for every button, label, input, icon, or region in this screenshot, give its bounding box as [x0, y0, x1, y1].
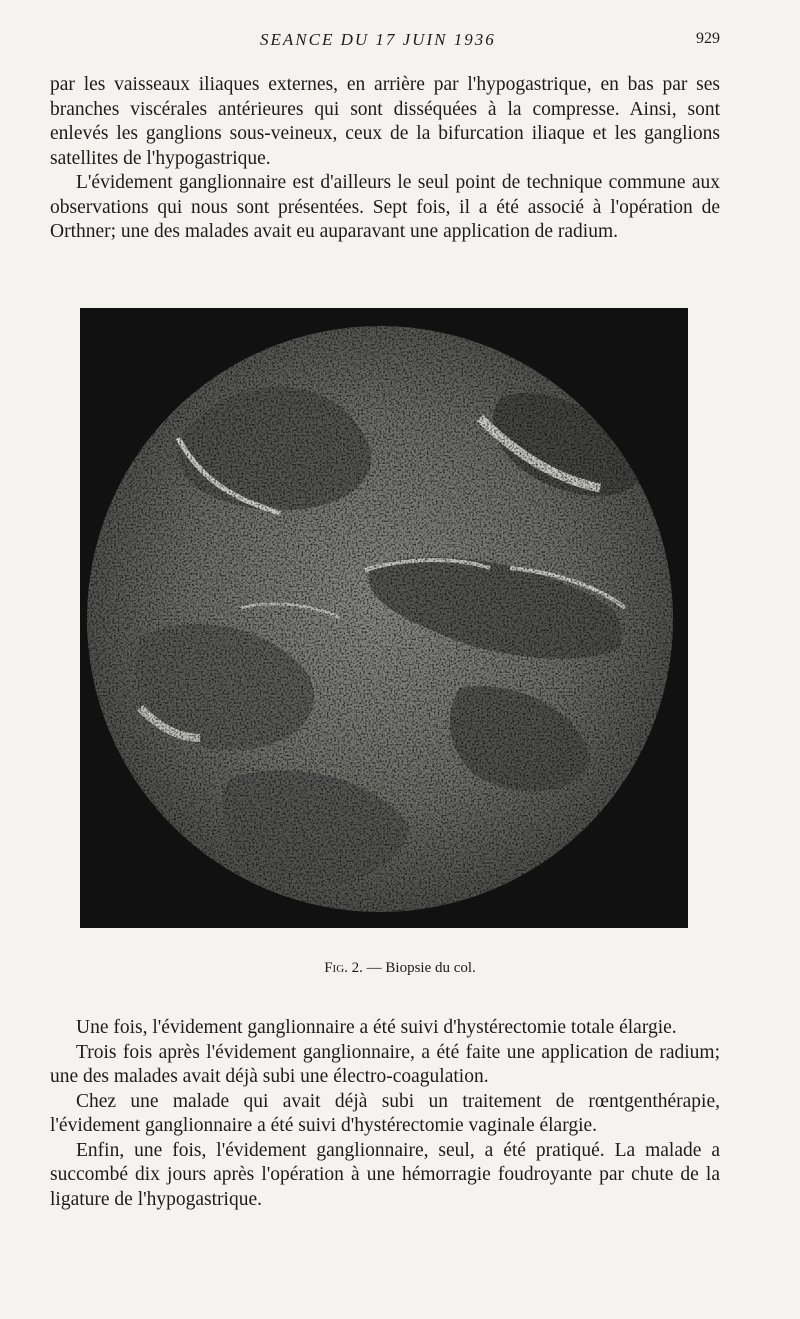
paragraph: Enfin, une fois, l'évidement ganglionnaire, seul, a été pratiqué. La malade a succombé dix jours après l'opération à une hémorragie foudroyante par chute de la ligature de l'hypogastrique. [50, 1139, 720, 1210]
text-block-top [50, 73, 720, 245]
paragraph: Chez une malade qui avait déjà subi un traitement de rœntgenthérapie, l'évidement ganglionnaire a été suivi d'hystérectomie vaginale élargie. [50, 1090, 720, 1136]
paragraph: L'évidement ganglionnaire est d'ailleurs le seul point de technique commune aux observations qui nous sont présentées. Sept fois, il a été associé à l'opération de Orthner; une des malades avait eu auparavant une application de radium. [50, 172, 720, 242]
figure-caption [0, 960, 800, 977]
paragraph: Une fois, l'évidement ganglionnaire a été suivi d'hystérectomie totale élargie. [76, 1017, 677, 1038]
paragraph: Trois fois après l'évidement ganglionnaire, a été faite une application de radium; une des malades avait déjà subi une électro-coagulation. [50, 1041, 720, 1087]
header-title: SEANCE DU 17 JUIN 1936 [260, 30, 496, 49]
figure-caption-text: — Biopsie du col. [366, 960, 476, 976]
micrograph-image [80, 308, 688, 928]
page-number: 929 [696, 30, 720, 47]
figure-label: Fig. 2. [324, 960, 363, 976]
running-header [50, 30, 720, 54]
text-block-bottom [50, 1016, 720, 1212]
paragraph-continuation: par les vaisseaux iliaques externes, en arrière par l'hypogastrique, en bas par ses branches viscérales antérieures qui sont disséquées à la compresse. Ainsi, sont enlevés les ganglions sous-veineux, ceux de la bifurcation iliaque et les ganglions satellites de l'hypogastrique. [50, 74, 720, 169]
figure-biopsy-micrograph [80, 308, 688, 928]
